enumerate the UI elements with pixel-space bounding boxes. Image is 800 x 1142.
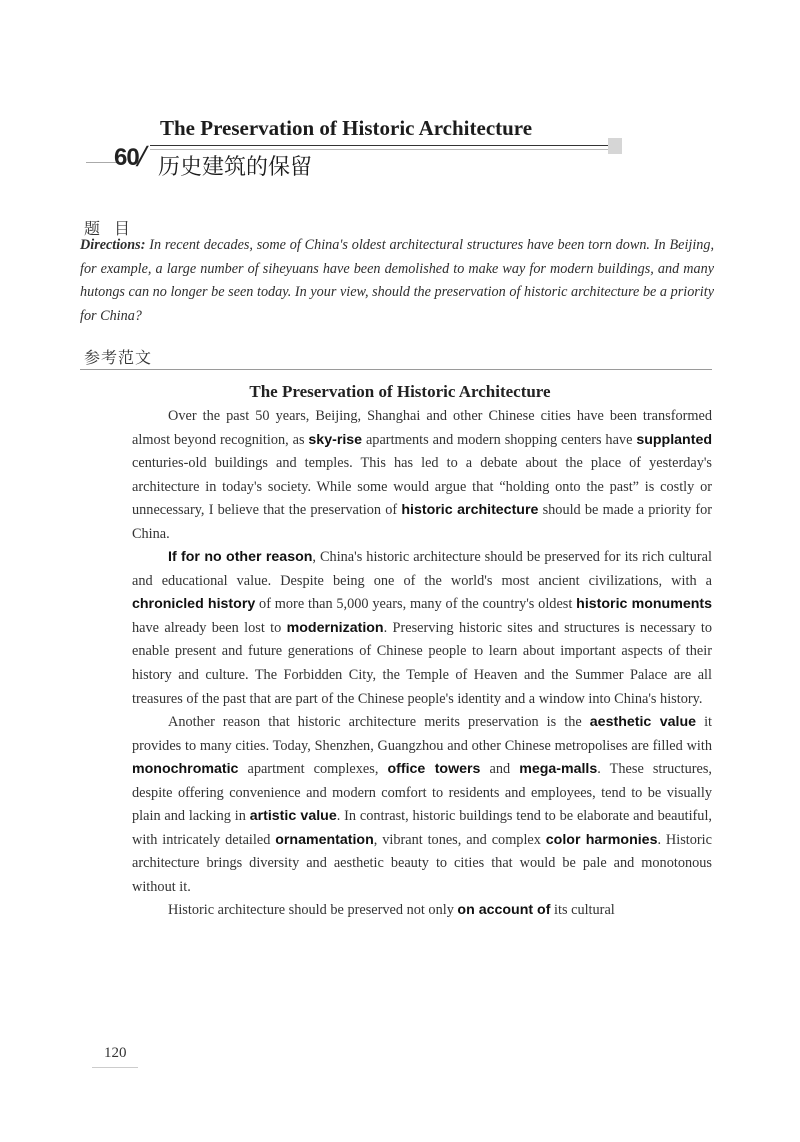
key-phrase: chronicled history bbox=[132, 596, 256, 613]
essay-paragraph bbox=[132, 711, 712, 899]
unit-slash-decoration: / bbox=[133, 141, 151, 172]
page-number-rule bbox=[92, 1067, 138, 1068]
key-phrase: aesthetic value bbox=[589, 714, 697, 731]
section-divider bbox=[80, 369, 712, 370]
key-phrase: supplanted bbox=[636, 431, 712, 448]
essay-text: . Historic architecture brings diversity and aesthetic beauty to cities that would be pale and monotonous without it. bbox=[132, 831, 712, 895]
essay-title: The Preservation of Historic Architecture bbox=[249, 382, 551, 401]
essay-text: have already been lost to bbox=[132, 619, 287, 636]
key-phrase: historic architecture bbox=[401, 502, 539, 519]
essay-text: centuries-old buildings and temples. This has led to a debate about the place of yesterday's architecture in today's society. While some would argue that “holding onto the past” is costly or unnecessary, I believe that the preservation of bbox=[132, 455, 712, 519]
essay-text: Historic architecture should be preserved not only bbox=[168, 902, 458, 919]
unit-number: 60 bbox=[114, 144, 139, 171]
essay-body bbox=[132, 405, 712, 923]
section-label-model-essay: 参考范文 bbox=[84, 348, 153, 367]
key-phrase: on account of bbox=[457, 902, 551, 919]
essay-text: apartment complexes, bbox=[238, 761, 388, 778]
essay-text: Over the past 50 years, Beijing, Shanghai and other Chinese cities have been transformed almost beyond recognition, as bbox=[132, 408, 712, 448]
key-phrase: artistic value bbox=[249, 808, 337, 825]
essay-text: . In contrast, historic buildings tend to be elaborate and beautiful, with intricately detailed bbox=[132, 808, 712, 848]
chinese-title: 历史建筑的保留 bbox=[158, 155, 313, 180]
english-title: The Preservation of Historic Architecture bbox=[160, 116, 533, 140]
key-phrase: color harmonies bbox=[545, 831, 658, 848]
key-phrase: monochromatic bbox=[132, 761, 239, 778]
directions-paragraph bbox=[80, 234, 714, 328]
essay-text: . Preserving historic sites and structures is necessary to enable present and future generations of Chinese people to learn about important aspects of their history and culture. The Forbidden City, the Temple of Heaven and the Summer Palace are all treasures of the past that are part of the Chinese people's identity and a window into China's history. bbox=[132, 619, 712, 707]
essay-paragraph bbox=[132, 546, 712, 711]
key-phrase: modernization bbox=[286, 619, 384, 636]
key-phrase: historic monuments bbox=[576, 596, 712, 613]
key-phrase: office towers bbox=[387, 761, 481, 778]
essay-text: , vibrant tones, and complex bbox=[373, 831, 546, 848]
directions-label: Directions: bbox=[80, 237, 146, 253]
key-phrase: mega-malls bbox=[519, 761, 598, 778]
page-number: 120 bbox=[104, 1045, 127, 1061]
essay-text: . These structures, despite offering convenience and modern comfort to residents and employees, tend to be visually plain and lacking in bbox=[132, 761, 712, 825]
directions-text: In recent decades, some of China's oldest architectural structures have been torn down. In Beijing, for example, a large number of siheyuans have been demolished to make way for modern buildings, and many hutongs can no longer be seen today. In your view, should the preservation of historic architecture be a priority for China? bbox=[80, 237, 714, 324]
key-phrase: ornamentation bbox=[275, 831, 374, 848]
header-tab-marker bbox=[608, 138, 622, 154]
essay-text: and bbox=[480, 761, 520, 778]
essay-text: , China's historic architecture should be preserved for its rich cultural and educational value. Despite being one of the world's most ancient civilizations, with a bbox=[132, 549, 713, 589]
essay-text: it provides to many cities. Today, Shenzhen, Guangzhou and other Chinese metropolises are filled with bbox=[132, 714, 713, 754]
key-phrase: sky-rise bbox=[308, 431, 363, 448]
essay-text: Another reason that historic architecture merits preservation is the bbox=[168, 714, 590, 731]
essay-paragraph bbox=[132, 405, 712, 546]
essay-text: its cultural bbox=[550, 902, 615, 919]
key-phrase: If for no other reason bbox=[168, 549, 313, 566]
essay-text: should be made a priority for China. bbox=[132, 502, 713, 542]
essay-paragraph bbox=[132, 899, 712, 923]
essay-text: of more than 5,000 years, many of the country's oldest bbox=[255, 596, 577, 613]
essay-text: apartments and modern shopping centers have bbox=[362, 431, 637, 448]
header-rule bbox=[150, 145, 610, 146]
section-label-topic: 题目 bbox=[84, 219, 145, 238]
